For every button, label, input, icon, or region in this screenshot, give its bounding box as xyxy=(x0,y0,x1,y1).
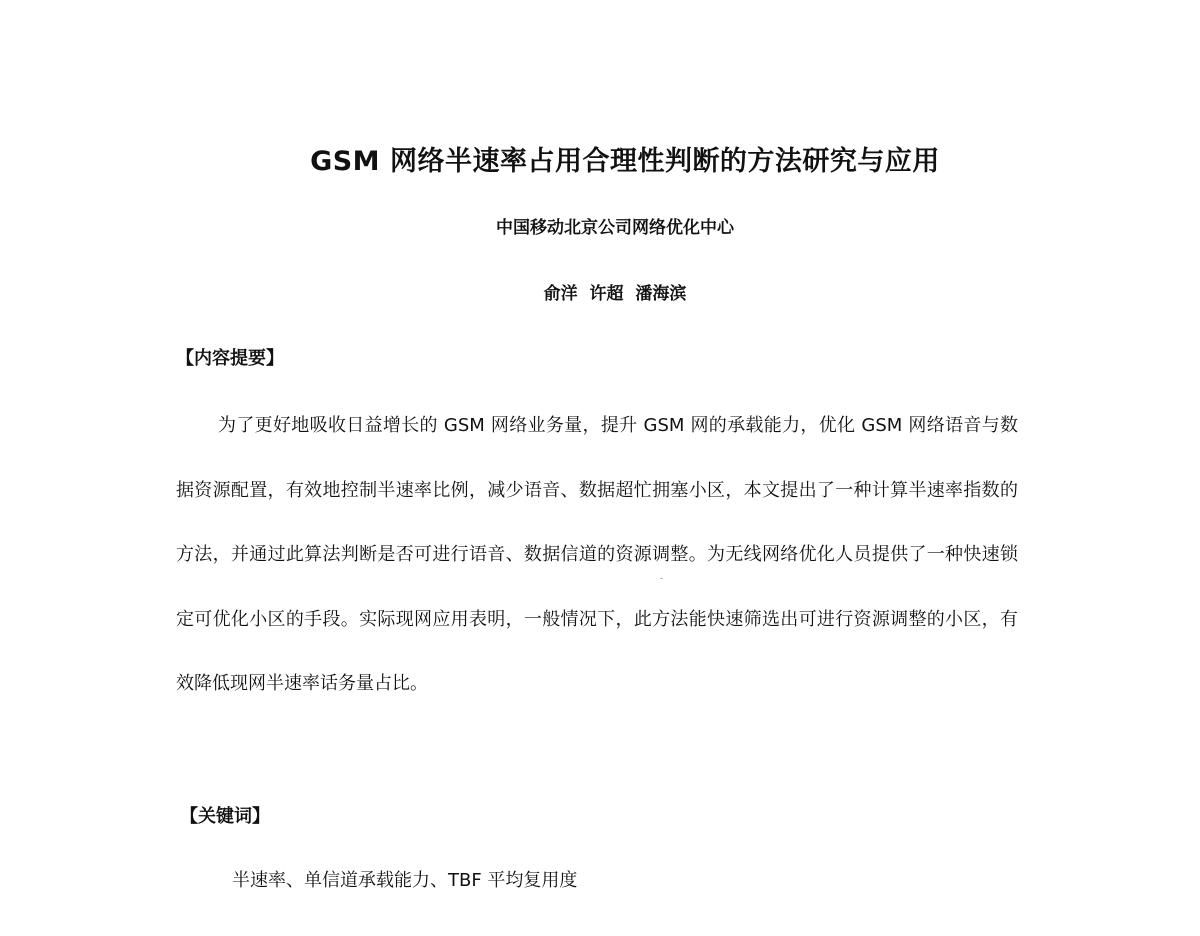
keywords-text: 半速率、单信道承载能力、TBF 平均复用度 xyxy=(232,870,578,891)
abstract-text: 为了更好地吸收日益增长的 GSM 网络业务量，提升 GSM 网的承载能力，优化 GSM 网络语音与数据资源配置，有效地控制半速率比例，减少语音、数据超忙拥塞小区，本文提出了一种计算半速率指数的方法，并通过此算法判断是否可进行语音、数据信道的资源调整。为无线网络优化人员提供了一种快速锁定可优化小区的手段。实际现网应用表明，一般情况下，此方法能快速筛选出可进行资源调整的小区，有效降低现网半速率话务量占比。 xyxy=(176,415,1018,694)
paper-title: GSM 网络半速率占用合理性判断的方法研究与应用 xyxy=(310,146,940,177)
abstract-heading: 【内容提要】 xyxy=(176,348,284,369)
scan-speck xyxy=(660,578,663,579)
author-affiliation: 中国移动北京公司网络优化中心 xyxy=(496,218,734,238)
author-names: 俞洋 许超 潘海滨 xyxy=(543,284,687,304)
keywords-heading: 【关键词】 xyxy=(180,806,270,827)
